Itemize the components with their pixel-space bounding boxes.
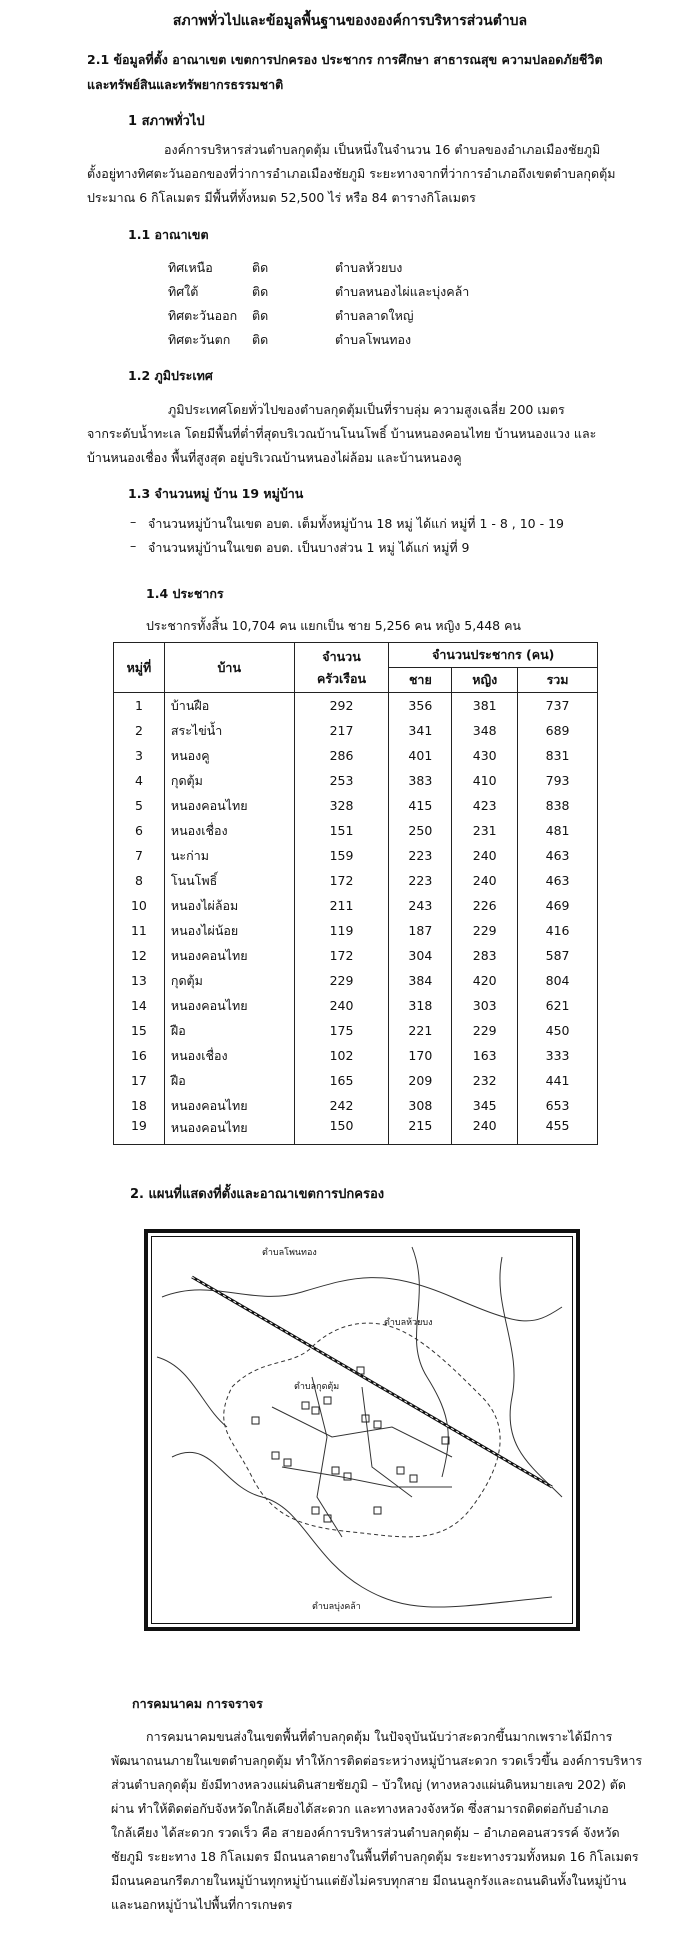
cell-male: 187 (389, 918, 452, 943)
cell-female: 226 (452, 893, 518, 918)
cell-male: 318 (389, 993, 452, 1018)
location-map (144, 1229, 580, 1631)
boundary-adj: ติด (252, 284, 269, 299)
cell-male: 401 (389, 743, 452, 768)
village-marker (374, 1507, 381, 1514)
stream-line (412, 1247, 448, 1477)
cell-households: 150 (294, 1118, 389, 1145)
table-row (114, 993, 598, 1018)
header-male: ชาย (389, 668, 452, 693)
transport-line1: การคมนาคมขนส่งในเขตพื้นที่ตำบลกุดตุ้ม ในปัจจุบันนับว่าสะดวกขึ้นมากเพราะได้มีการ (146, 1729, 613, 1744)
transport-line4: ผ่าน ทำให้ติดต่อกับจังหวัดใกล้เคียงได้สะดวก และทางหลวงจังหวัด ซึ่งสามารถติดต่อกับอำเภอ (111, 1801, 609, 1816)
terrain-line2: จากระดับน้ำทะเล โดยมีพื้นที่ต่ำที่สุดบริเวณบ้านโนนโพธิ์ บ้านหนองคอนไทย บ้านหนองแวง และ (87, 426, 597, 441)
village-marker (324, 1397, 331, 1404)
cell-households: 151 (294, 818, 389, 843)
cell-total: 416 (518, 918, 598, 943)
cell-moo: 15 (114, 1018, 165, 1043)
cell-male: 223 (389, 868, 452, 893)
cell-total: 587 (518, 943, 598, 968)
cell-female: 420 (452, 968, 518, 993)
village-marker (312, 1407, 319, 1414)
cell-village: โนนโพธิ์ (164, 868, 294, 893)
table-row (114, 868, 598, 893)
cell-village: นะก่าม (164, 843, 294, 868)
map-label-south: ตำบลบุ่งคล้า (312, 1602, 361, 1612)
cell-households: 211 (294, 893, 389, 918)
cell-total: 450 (518, 1018, 598, 1043)
list-bullet: – (130, 514, 137, 529)
cell-total: 653 (518, 1093, 598, 1118)
cell-households: 292 (294, 693, 389, 719)
cell-village: หนองคู (164, 743, 294, 768)
stream-line (157, 1357, 227, 1427)
header-population-group: จำนวนประชากร (คน) (389, 643, 598, 668)
village-marker (397, 1467, 404, 1474)
cell-households: 119 (294, 918, 389, 943)
cell-total: 689 (518, 718, 598, 743)
cell-moo: 3 (114, 743, 165, 768)
cell-village: หนองไผ่น้อย (164, 918, 294, 943)
terrain-heading: 1.2 ภูมิประเทศ (128, 368, 213, 383)
cell-households: 159 (294, 843, 389, 868)
cell-female: 410 (452, 768, 518, 793)
table-row (114, 1018, 598, 1043)
cell-total: 737 (518, 693, 598, 719)
cell-village: ฝือ (164, 1018, 294, 1043)
header-households: จำนวน ครัวเรือน (294, 643, 389, 693)
local-road (312, 1377, 342, 1537)
cell-households: 217 (294, 718, 389, 743)
cell-households: 229 (294, 968, 389, 993)
map-drawing (152, 1237, 570, 1621)
cell-male: 384 (389, 968, 452, 993)
cell-moo: 14 (114, 993, 165, 1018)
cell-total: 481 (518, 818, 598, 843)
cell-total: 469 (518, 893, 598, 918)
boundary-adj: ติด (252, 332, 269, 347)
village-marker (312, 1507, 319, 1514)
cell-female: 423 (452, 793, 518, 818)
transport-line2: พัฒนาถนนภายในเขตตำบลกุดตุ้ม ทำให้การติดต่อระหว่างหมู่บ้านสะดวก รวดเร็วขึ้น องค์การบริหาร (111, 1753, 643, 1768)
cell-total: 838 (518, 793, 598, 818)
subdistrict-boundary (224, 1323, 500, 1537)
population-table-body (114, 693, 598, 1145)
table-row (114, 1118, 598, 1145)
table-row (114, 893, 598, 918)
table-row (114, 918, 598, 943)
cell-village: กุดตุ้ม (164, 968, 294, 993)
cell-households: 253 (294, 768, 389, 793)
cell-female: 163 (452, 1043, 518, 1068)
villages-item1: จำนวนหมู่บ้านในเขต อบต. เต็มทั้งหมู่บ้าน 18 หมู่ ได้แก่ หมู่ที่ 1 - 8 , 10 - 19 (148, 516, 564, 531)
general-line2: ตั้งอยู่ทางทิศตะวันออกของที่ว่าการอำเภอเมืองชัยภูมิ ระยะทางจากที่ว่าการอำเภอถึงเขตตำบลกุดตุ้ม (87, 166, 616, 181)
transport-line6: ชัยภูมิ ระยะทาง 18 กิโลเมตร มีถนนลาดยางในพื้นที่ตำบลกุดตุ้ม ระยะทางรวมทั้งหมด 16 กิโลเมตร (111, 1849, 639, 1864)
table-row (114, 1093, 598, 1118)
general-heading: 1 สภาพทั่วไป (128, 114, 205, 129)
cell-households: 240 (294, 993, 389, 1018)
cell-moo: 7 (114, 843, 165, 868)
cell-village: หนองคอนไทย (164, 793, 294, 818)
cell-male: 341 (389, 718, 452, 743)
cell-moo: 2 (114, 718, 165, 743)
village-marker (302, 1402, 309, 1409)
local-road (282, 1467, 452, 1487)
river-line (172, 1452, 552, 1607)
boundary-dir: ทิศตะวันตก (168, 332, 231, 347)
table-row (114, 718, 598, 743)
map-label-center: ตำบลกุดตุ้ม (294, 1382, 340, 1392)
table-row (114, 693, 598, 719)
header-female: หญิง (452, 668, 518, 693)
cell-female: 231 (452, 818, 518, 843)
transport-heading: การคมนาคม การจราจร (132, 1696, 263, 1711)
cell-households: 328 (294, 793, 389, 818)
cell-female: 240 (452, 843, 518, 868)
cell-male: 243 (389, 893, 452, 918)
cell-female: 303 (452, 993, 518, 1018)
cell-village: หนองคอนไทย (164, 1093, 294, 1118)
cell-total: 333 (518, 1043, 598, 1068)
cell-female: 232 (452, 1068, 518, 1093)
table-row (114, 1068, 598, 1093)
table-row (114, 968, 598, 993)
cell-moo: 8 (114, 868, 165, 893)
cell-households: 102 (294, 1043, 389, 1068)
general-line1: องค์การบริหารส่วนตำบลกุดตุ้ม เป็นหนึ่งในจำนวน 16 ตำบลของอำเภอเมืองชัยภูมิ (164, 142, 601, 157)
cell-moo: 12 (114, 943, 165, 968)
section-2-1-line2: และทรัพย์สินและทรัพยากรธรรมชาติ (87, 77, 284, 92)
cell-moo: 1 (114, 693, 165, 719)
cell-male: 356 (389, 693, 452, 719)
cell-village: บ้านฝือ (164, 693, 294, 719)
village-marker (410, 1475, 417, 1482)
header-total: รวม (518, 668, 598, 693)
boundary-heading: 1.1 อาณาเขต (128, 227, 209, 242)
cell-male: 308 (389, 1093, 452, 1118)
table-row (114, 793, 598, 818)
cell-households: 172 (294, 868, 389, 893)
cell-village: หนองเชื่อง (164, 818, 294, 843)
cell-female: 240 (452, 868, 518, 893)
cell-moo: 17 (114, 1068, 165, 1093)
cell-male: 215 (389, 1118, 452, 1145)
table-row (114, 843, 598, 868)
cell-male: 223 (389, 843, 452, 868)
boundary-place: ตำบลลาดใหญ่ (335, 308, 414, 323)
cell-total: 463 (518, 843, 598, 868)
cell-male: 304 (389, 943, 452, 968)
boundary-place: ตำบลหนองไผ่และบุ่งคล้า (335, 284, 470, 299)
cell-village: หนองไผ่ล้อม (164, 893, 294, 918)
transport-line5: ใกล้เคียง ได้สะดวก รวดเร็ว คือ สายองค์การบริหารส่วนตำบลกุดตุ้ม – อำเภอคอนสวรรค์ จังหวัด (111, 1825, 620, 1840)
cell-village: ฝือ (164, 1068, 294, 1093)
boundary-adj: ติด (252, 260, 269, 275)
cell-village: กุดตุ้ม (164, 768, 294, 793)
terrain-line1: ภูมิประเทศโดยทั่วไปของตำบลกุดตุ้มเป็นที่ราบลุ่ม ความสูงเฉลี่ย 200 เมตร (168, 402, 565, 417)
village-marker (332, 1467, 339, 1474)
cell-village: หนองเชื่อง (164, 1043, 294, 1068)
cell-moo: 5 (114, 793, 165, 818)
cell-village: หนองคอนไทย (164, 1118, 294, 1145)
cell-households: 175 (294, 1018, 389, 1043)
cell-households: 165 (294, 1068, 389, 1093)
villages-item2: จำนวนหมู่บ้านในเขต อบต. เป็นบางส่วน 1 หมู่ ได้แก่ หมู่ที่ 9 (148, 540, 470, 555)
transport-line7: มีถนนคอนกรีตภายในหมู่บ้านทุกหมู่บ้านแต่ยังไม่ครบทุกสาย มีถนนลูกรังและถนนดินทั้งในหมู่บ้าน (111, 1873, 627, 1888)
map-label-north-west: ตำบลโพนทอง (262, 1248, 317, 1258)
cell-moo: 6 (114, 818, 165, 843)
boundary-place: ตำบลห้วยบง (335, 260, 403, 275)
general-line3: ประมาณ 6 กิโลเมตร มีพื้นที่ทั้งหมด 52,500 ไร่ หรือ 84 ตารางกิโลเมตร (87, 190, 476, 205)
cell-moo: 18 (114, 1093, 165, 1118)
cell-male: 383 (389, 768, 452, 793)
section-2-1-line1: 2.1 ข้อมูลที่ตั้ง อาณาเขต เขตการปกครอง ประชากร การศึกษา สาธารณสุข ความปลอดภัยชีวิต (87, 52, 603, 67)
population-summary: ประชากรทั้งสิ้น 10,704 คน แยกเป็น ชาย 5,256 คน หญิง 5,448 คน (146, 618, 521, 633)
cell-female: 430 (452, 743, 518, 768)
transport-line3: ส่วนตำบลกุดตุ้ม ยังมีทางหลวงแผ่นดินสายชัยภูมิ – บัวใหญ่ (ทางหลวงแผ่นดินหมายเลข 202) ตัด (111, 1777, 627, 1792)
cell-male: 209 (389, 1068, 452, 1093)
cell-village: หนองคอนไทย (164, 993, 294, 1018)
cell-female: 381 (452, 693, 518, 719)
map-frame (151, 1236, 573, 1624)
population-table (113, 642, 598, 1145)
list-bullet: – (130, 538, 137, 553)
local-road (362, 1387, 412, 1497)
village-marker (284, 1459, 291, 1466)
cell-male: 250 (389, 818, 452, 843)
cell-male: 415 (389, 793, 452, 818)
boundary-dir: ทิศเหนือ (168, 260, 213, 275)
cell-total: 441 (518, 1068, 598, 1093)
village-marker (374, 1421, 381, 1428)
terrain-line3: บ้านหนองเชื่อง พื้นที่สูงสุด อยู่บริเวณบ้านหนองไผ่ล้อม และบ้านหนองคู (87, 450, 462, 465)
boundary-place: ตำบลโพนทอง (335, 332, 412, 347)
villages-heading: 1.3 จำนวนหมู่ บ้าน 19 หมู่บ้าน (128, 486, 304, 501)
cell-female: 348 (452, 718, 518, 743)
cell-households: 172 (294, 943, 389, 968)
boundary-dir: ทิศใต้ (168, 284, 199, 299)
cell-moo: 13 (114, 968, 165, 993)
page-title: สภาพทั่วไปและข้อมูลพื้นฐานของงองค์การบริหารส่วนตำบล (172, 13, 528, 29)
boundary-adj: ติด (252, 308, 269, 323)
transport-line8: และนอกหมู่บ้านไปพื้นที่การเกษตร (111, 1897, 293, 1912)
header-moo: หมู่ที่ (114, 643, 165, 693)
population-heading: 1.4 ประชากร (146, 586, 224, 601)
cell-male: 221 (389, 1018, 452, 1043)
cell-total: 804 (518, 968, 598, 993)
boundary-dir: ทิศตะวันออก (168, 308, 238, 323)
cell-moo: 19 (114, 1118, 165, 1145)
cell-households: 286 (294, 743, 389, 768)
table-row (114, 768, 598, 793)
cell-total: 793 (518, 768, 598, 793)
cell-total: 831 (518, 743, 598, 768)
cell-female: 229 (452, 918, 518, 943)
header-village: บ้าน (164, 643, 294, 693)
cell-households: 242 (294, 1093, 389, 1118)
cell-female: 229 (452, 1018, 518, 1043)
table-row (114, 943, 598, 968)
table-row (114, 1043, 598, 1068)
map-label-north: ตำบลห้วยบง (384, 1318, 433, 1328)
cell-female: 283 (452, 943, 518, 968)
cell-village: สระไข่น้ำ (164, 718, 294, 743)
cell-moo: 4 (114, 768, 165, 793)
cell-female: 240 (452, 1118, 518, 1145)
table-row (114, 818, 598, 843)
cell-female: 345 (452, 1093, 518, 1118)
table-row (114, 743, 598, 768)
village-marker (252, 1417, 259, 1424)
cell-total: 621 (518, 993, 598, 1018)
cell-moo: 16 (114, 1043, 165, 1068)
cell-village: หนองคอนไทย (164, 943, 294, 968)
cell-total: 463 (518, 868, 598, 893)
cell-male: 170 (389, 1043, 452, 1068)
cell-total: 455 (518, 1118, 598, 1145)
cell-moo: 11 (114, 918, 165, 943)
cell-moo: 10 (114, 893, 165, 918)
village-marker (272, 1452, 279, 1459)
map-heading: 2. แผนที่แสดงที่ตั้งและอาณาเขตการปกครอง (130, 1187, 385, 1202)
